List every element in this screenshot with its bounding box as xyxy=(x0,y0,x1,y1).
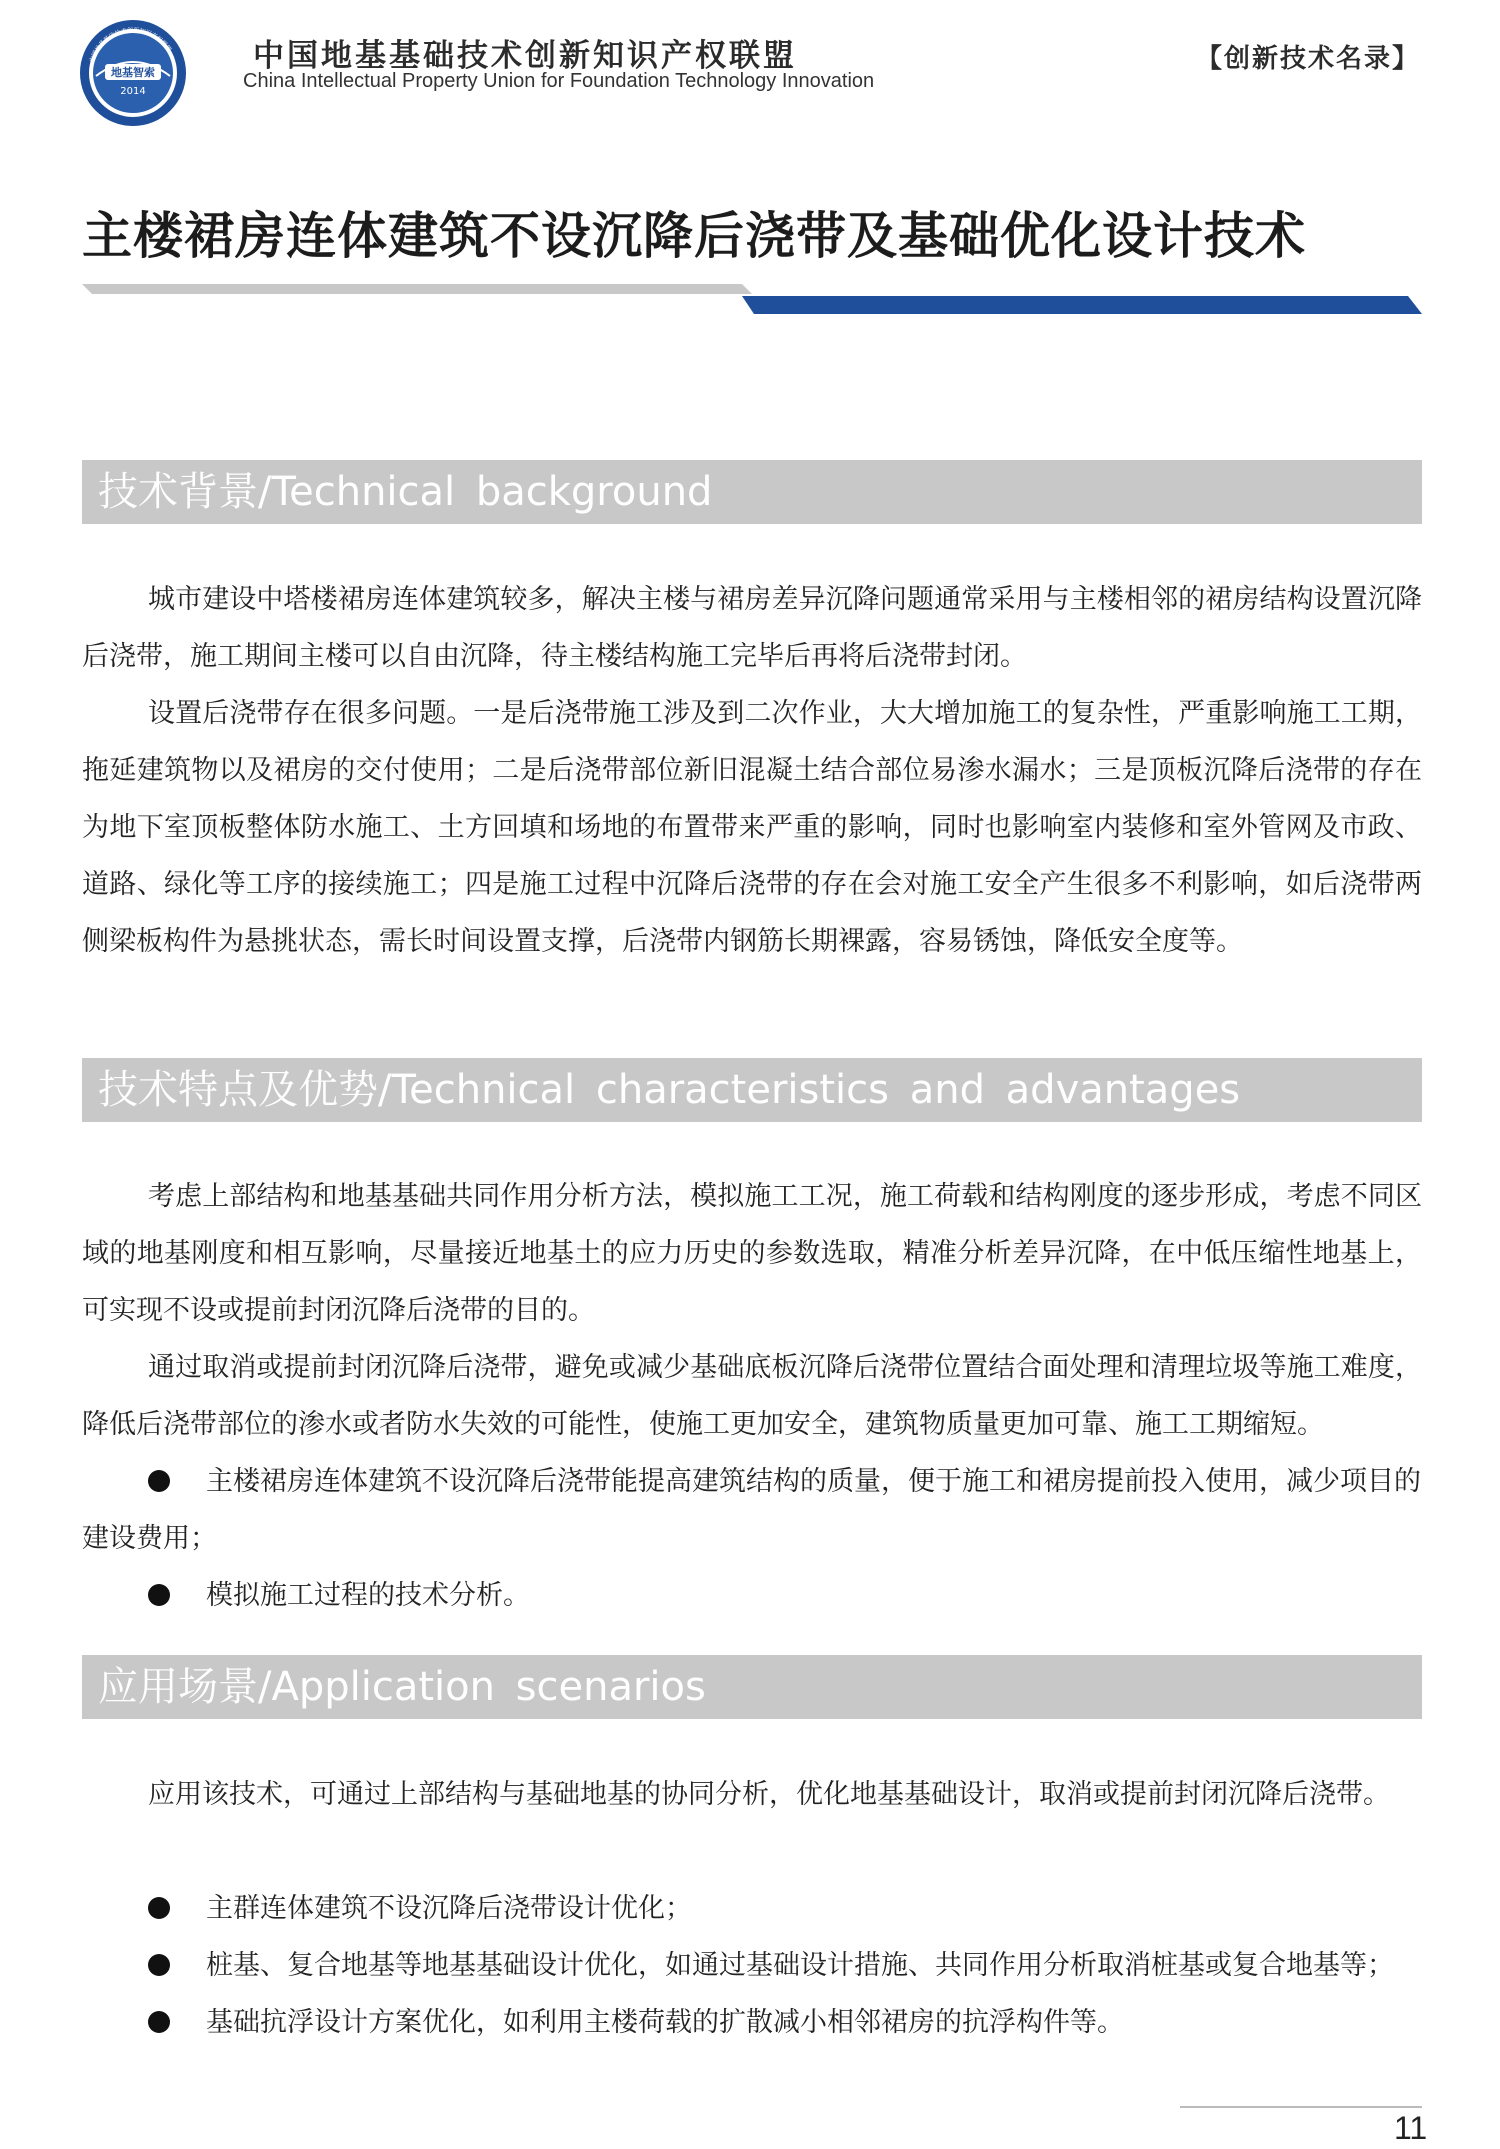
catalog-tag: 【创新技术名录】 xyxy=(1195,44,1420,74)
bullet-dot xyxy=(148,1954,170,1976)
bullet-dot xyxy=(148,1897,170,1919)
application-bullet-2: 桩基、复合地基等地基基础设计优化，如通过基础设计措施、共同作用分析取消桩基或复合地基等； xyxy=(206,1950,1394,1981)
characteristics-bullet-2: 模拟施工过程的技术分析。 xyxy=(206,1580,530,1611)
page-title: 主楼裙房连体建筑不设沉降后浇带及基础优化设计技术 xyxy=(82,207,1306,265)
characteristics-paragraph-2: 通过取消或提前封闭沉降后浇带，避免或减少基础底板沉降后浇带位置结合面处理和清理垃圾等施工难度，降低后浇带部位的渗水或者防水失效的可能性，使施工更加安全，建筑物质量更加可靠、施工工期缩短。 xyxy=(82,1352,1422,1440)
list-item xyxy=(82,1937,1422,1994)
bullet-dot xyxy=(148,1584,170,1606)
list-item xyxy=(82,1994,1422,2051)
list-item xyxy=(82,1880,1422,1937)
application-bullet-3: 基础抗浮设计方案优化，如利用主楼荷载的扩散减小相邻裙房的抗浮构件等。 xyxy=(206,2007,1124,2038)
background-paragraph-2: 设置后浇带存在很多问题。一是后浇带施工涉及到二次作业，大大增加施工的复杂性，严重影响施工工期，拖延建筑物以及裙房的交付使用；二是后浇带部位新旧混凝土结合部位易渗水漏水；三是顶板沉降后浇带的存在为地下室顶板整体防水施工、土方回填和场地的布置带来严重的影响，同时也影响室内装修和室外管网及市政、道路、绿化等工序的接续施工；四是施工过程中沉降后浇带的存在会对施工安全产生很多不利影响，如后浇带两侧梁板构件为悬挑状态，需长时间设置支撑，后浇带内钢筋长期裸露，容易锈蚀，降低安全度等。 xyxy=(82,698,1422,957)
section-heading-characteristics: 技术特点及优势/Technical characteristics and advantages xyxy=(82,1058,1422,1122)
title-rule xyxy=(82,280,1422,320)
section-heading-background: 技术背景/Technical background xyxy=(82,460,1422,524)
characteristics-bullet-1: 主楼裙房连体建筑不设沉降后浇带能提高建筑结构的质量，便于施工和裙房提前投入使用，减少项目的建设费用； xyxy=(82,1466,1421,1554)
list-item xyxy=(82,1453,1422,1567)
section-heading-application: 应用场景/Application scenarios xyxy=(82,1655,1422,1719)
logo-ring-text: 中国地基基础技术创新知识产权联盟 xyxy=(88,26,173,64)
org-name-cn: 中国地基基础技术创新知识产权联盟 xyxy=(253,38,797,74)
page-number: 11 xyxy=(1394,2110,1428,2146)
application-bullet-1: 主群连体建筑不设沉降后浇带设计优化； xyxy=(206,1893,692,1924)
union-logo xyxy=(78,18,188,128)
characteristics-paragraph-1: 考虑上部结构和地基基础共同作用分析方法，模拟施工工况，施工荷载和结构刚度的逐步形成，考虑不同区域的地基刚度和相互影响，尽量接近地基土的应力历史的参数选取，精准分析差异沉降，在中低压缩性地基上，可实现不设或提前封闭沉降后浇带的目的。 xyxy=(82,1181,1422,1326)
list-item xyxy=(82,1567,1422,1624)
bullet-dot xyxy=(148,1470,170,1492)
application-paragraph-1: 应用该技术，可通过上部结构与基础地基的协同分析，优化地基基础设计，取消或提前封闭沉降后浇带。 xyxy=(148,1779,1390,1810)
bullet-dot xyxy=(148,2011,170,2033)
org-name-en: China Intellectual Property Union for Foundation Technology Innovation xyxy=(243,70,875,92)
footer-rule xyxy=(1180,2106,1422,2108)
logo-year: 2014 xyxy=(120,86,146,97)
logo-label: 地基智索 xyxy=(111,66,155,79)
background-paragraph-1: 城市建设中塔楼裙房连体建筑较多，解决主楼与裙房差异沉降问题通常采用与主楼相邻的裙房结构设置沉降后浇带，施工期间主楼可以自由沉降，待主楼结构施工完毕后再将后浇带封闭。 xyxy=(82,584,1422,672)
